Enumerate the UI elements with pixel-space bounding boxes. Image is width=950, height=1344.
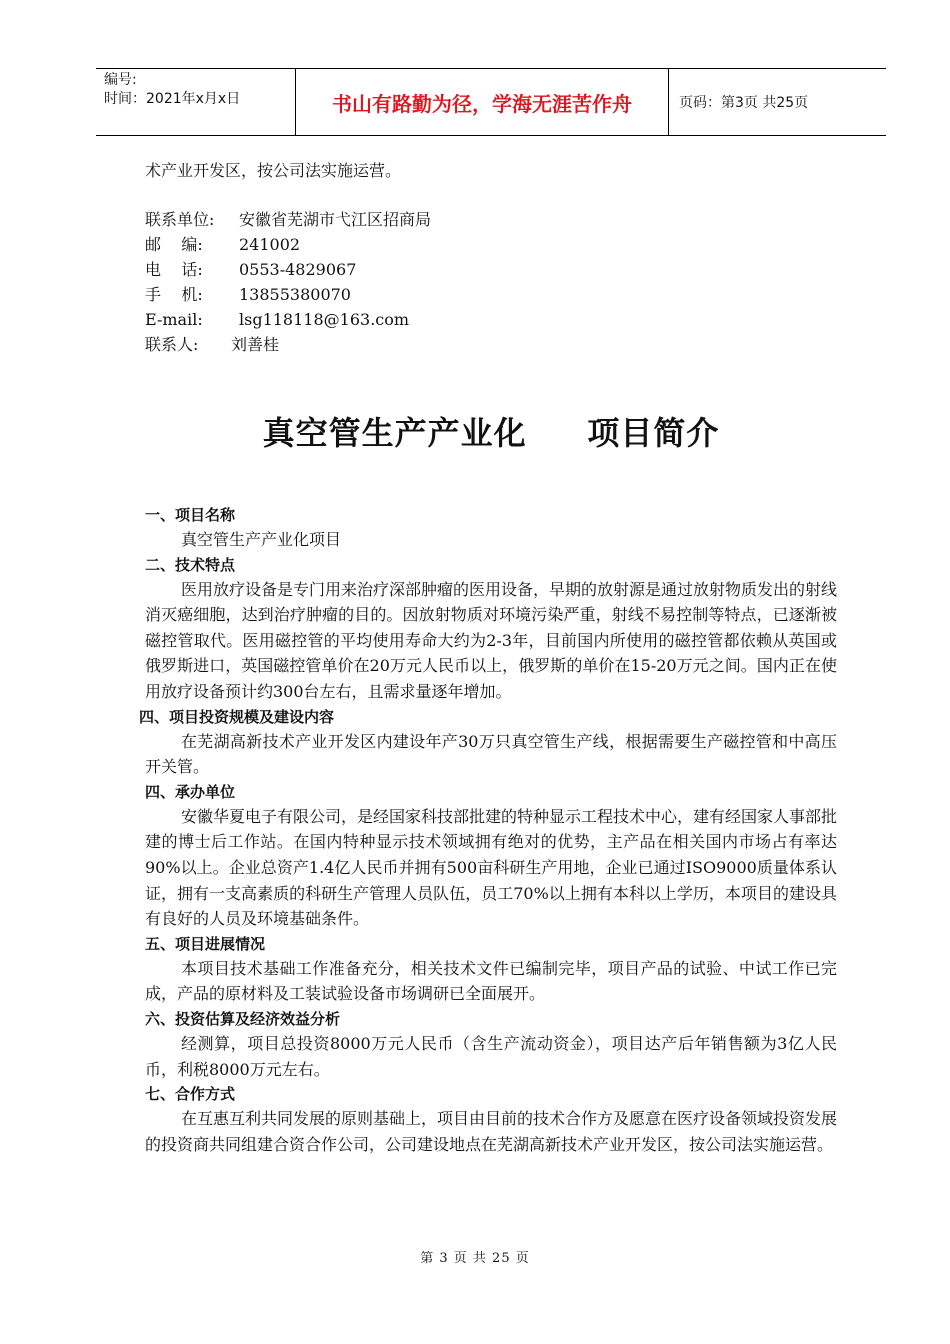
- contact-label: 手 机:: [145, 285, 203, 304]
- contact-value: lsg118118@163.com: [239, 310, 410, 329]
- intro-line: 术产业开发区，按公司法实施运营。: [145, 161, 402, 180]
- contact-value: 241002: [239, 235, 301, 254]
- contact-label: 联系单位:: [145, 210, 215, 229]
- contact-row-postcode: [145, 232, 837, 257]
- contact-label: E-mail:: [145, 310, 203, 329]
- contact-value: 13855380070: [239, 285, 351, 304]
- contact-value: 刘善桂: [231, 335, 280, 354]
- sections: [139, 503, 838, 1157]
- section-heading: 六、投资估算及经济效益分析: [145, 1009, 341, 1028]
- section-heading: 七、合作方式: [145, 1085, 236, 1104]
- contact-row-phone: [145, 257, 837, 282]
- section-heading: 五、项目进展情况: [145, 934, 266, 953]
- contact-label: 邮 编:: [145, 235, 203, 254]
- header-meta: [96, 69, 296, 135]
- header-motto: 书山有路勤为径，学海无涯苦作舟: [296, 69, 669, 135]
- section-heading: 一、项目名称: [145, 506, 236, 524]
- contact-block: [145, 207, 837, 357]
- header-number-label: 编号:: [104, 72, 137, 88]
- section-heading: 二、技术特点: [145, 555, 236, 574]
- section-text: 医用放疗设备是专门用来治疗深部肿瘤的医用设备，早期的放射源是通过放射物质发出的射线消灭癌细胞，达到治疗肿瘤的目的。因放射物质对环境污染严重，射线不易控制等特点，已逐渐被磁控管取代。医用磁控管的平均使用寿命大约为2-3年，目前国内所使用的磁控管都依赖从英国或俄罗斯进口，英国磁控管单价在20万元人民币以上，俄罗斯的单价在15-20万元之间。国内正在使用放疗设备预计约300台左右，且需求量逐年增加。: [145, 579, 838, 701]
- contact-value: 安徽省芜湖市弋江区招商局: [239, 210, 432, 229]
- page-header: [96, 68, 886, 136]
- document-title: 真空管生产产业化 项目简介: [262, 414, 720, 452]
- section-text: 安徽华夏电子有限公司，是经国家科技部批建的特种显示工程技术中心，建有经国家人事部批建的博士后工作站。在国内特种显示技术领域拥有绝对的优势，主产品在相关国内市场占有率达90%以上。企业总资产1.4亿人民币并拥有500亩科研生产用地，企业已通过ISO9000质量体系认证，拥有一支高素质的科研生产管理人员队伍，员工70%以上拥有本科以上学历，本项目的建设具有良好的人员及环境基础条件。: [145, 806, 838, 929]
- contact-value: 0553-4829067: [239, 260, 357, 279]
- contact-row-unit: [145, 207, 837, 232]
- header-time-label: 时间：2021年x月x日: [104, 91, 241, 107]
- contact-label: 联系人:: [145, 335, 199, 354]
- page-footer: 第 3 页 共 25 页: [420, 1251, 530, 1266]
- section-text: 经测算，项目总投资8000万元人民币（含生产流动资金），项目达产后年销售额为3亿人民币，利税8000万元左右。: [145, 1033, 837, 1079]
- header-page-label: 页码：第3页 共25页: [679, 95, 809, 111]
- contact-row-mobile: [145, 282, 837, 307]
- section-text: 在芜湖高新技术产业开发区内建设年产30万只真空管生产线，根据需要生产磁控管和中高压开关管。: [145, 731, 837, 777]
- contact-row-person: [145, 332, 837, 357]
- section-text: 在互惠互利共同发展的原则基础上，项目由目前的技术合作方及愿意在医疗设备领域投资发展的投资商共同组建合资合作公司，公司建设地点在芜湖高新技术产业开发区，按公司法实施运营。: [145, 1109, 838, 1154]
- contact-row-email: [145, 307, 837, 332]
- document-body: [139, 158, 838, 1157]
- section-text: 真空管生产产业化项目: [181, 530, 342, 549]
- section-text: 本项目技术基础工作准备充分，相关技术文件已编制完毕，项目产品的试验、中试工作已完成，产品的原材料及工装试验设备市场调研已全面展开。: [145, 958, 837, 1004]
- contact-label: 电 话:: [145, 260, 203, 279]
- section-heading: 四、项目投资规模及建设内容: [139, 707, 335, 726]
- section-heading: 四、承办单位: [145, 782, 236, 801]
